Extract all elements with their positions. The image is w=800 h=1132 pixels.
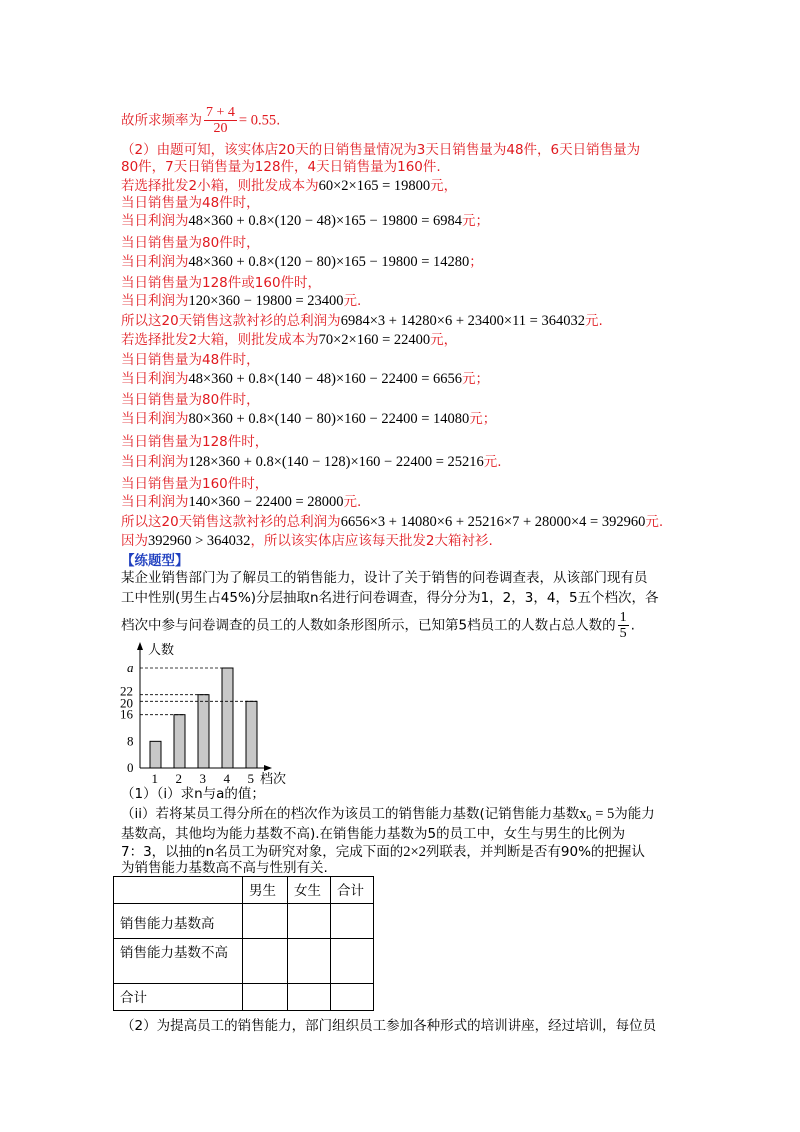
fraction: $\frac{7 + 4}{20}$ [206, 105, 235, 136]
solution-line-5: 当日销售量为48件时， [121, 195, 260, 211]
question-2-line-2: 基数高，其他均为能力基数不高).在销售能力基数为5的员工中，女生与男生的比例为 [121, 826, 626, 842]
x-axis-label: 档次 [260, 772, 287, 787]
solution-line-18: 当日利润为128×360 + 0.8×(140 − 128)×160 − 22400 = 25216元. [121, 454, 502, 470]
x-tick-label: 3 [199, 771, 206, 786]
solution-line-16: 当日利润为80×360 + 0.8×(140 − 80)×160 − 22400 = 14080元； [121, 411, 497, 427]
solution-line-22: 因为392960 > 364032，所以该实体店应该每天批发2大箱衬衫. [121, 533, 493, 549]
math: = 0.55 [238, 112, 277, 129]
x-tick-label: 5 [247, 771, 254, 786]
y-tick-label: 16 [120, 706, 133, 722]
table-row: 合计 [114, 984, 374, 1011]
solution-line-19: 当日销售量为160件时， [121, 476, 269, 492]
solution-line-10: 当日利润为120×360 − 19800 = 23400元. [121, 293, 362, 309]
solution-line-21: 所以这20天销售这款衬衫的总利润为6656×3 + 14080×6 + 25216×7 + 28000×4 = 392960元. [121, 514, 664, 530]
x-axis-arrow [264, 765, 272, 771]
question-3: （2）为提高员工的销售能力，部门组织员工参加各种形式的培训讲座，经过培训，每位员 [121, 1018, 657, 1034]
solution-line-7: 当日销售量为80件时， [121, 235, 260, 251]
table-row: 销售能力基数不高 [114, 939, 374, 984]
bar-chart [118, 638, 298, 788]
solution-line-12: 若选择批发2大箱，则批发成本为70×2×160 = 22400元， [121, 332, 458, 348]
bar-4 [222, 668, 233, 768]
solution-line-17: 当日销售量为128件时， [121, 434, 269, 450]
table-row: 销售能力基数高 [114, 904, 374, 939]
x-tick-label: 4 [223, 771, 230, 786]
x-tick-label: 2 [175, 771, 182, 786]
solution-line-20: 当日利润为140×360 − 22400 = 28000元. [121, 494, 362, 510]
y-tick-label: 8 [127, 733, 134, 749]
solution-line-1: 故所求频率为 $\frac{7 + 4}{20}$ = 0.55. [121, 105, 281, 136]
solution-line-3: 80件，7天日销售量为128件，4天日销售量为160件. [121, 159, 441, 175]
solution-line-11: 所以这20天销售这款衬衫的总利润为6984×3 + 14280×6 + 23400×11 = 364032元. [121, 313, 603, 329]
contingency-table [113, 876, 374, 1011]
problem-line-2: 工中性别(男生占45%)分层抽取n名进行问卷调查，得分分为1，2，3，4，5五个档次，各 [121, 590, 659, 606]
y-tick-label: 22 [120, 683, 133, 699]
y-tick-label: 20 [120, 695, 133, 711]
bar-2 [174, 715, 185, 768]
y-axis-label: 人数 [148, 643, 175, 658]
solution-line-14: 当日利润为48×360 + 0.8×(140 − 48)×160 − 22400 = 6656元； [121, 371, 490, 387]
question-1: （1）（i）求n与a的值； [121, 786, 265, 802]
section-heading: 【练题型】 [121, 553, 189, 569]
fraction: $\frac{1}{5}$ [619, 610, 627, 641]
bar-3 [198, 695, 209, 768]
y-tick-label: 0 [127, 760, 134, 775]
solution-line-2: （2）由题可知，该实体店20天的日销售量情况为3天日销售量为48件，6天日销售量为 [121, 142, 641, 158]
question-2-line-1: （ii）若将某员工得分所在的档次作为该员工的销售能力基数(记销售能力基数x₀ = 5为能力 [121, 806, 655, 822]
y-axis-arrow [137, 642, 143, 650]
problem-line-3: 档次中参与问卷调查的员工的人数如条形图所示，已知第5档员工的人数占总人数的 $\frac{1}{5}$ . [121, 610, 635, 641]
solution-line-8: 当日利润为48×360 + 0.8×(120 − 80)×165 − 19800 = 14280； [121, 254, 483, 270]
solution-line-15: 当日销售量为80件时， [121, 392, 260, 408]
question-2-line-3: 7：3，以抽的n名员工为研究对象，完成下面的2×2列联表，并判断是否有90%的把握认 [121, 844, 645, 860]
y-tick-label: a [127, 660, 134, 675]
solution-line-4: 若选择批发2小箱，则批发成本为60×2×165 = 19800元， [121, 178, 458, 194]
solution-line-6: 当日利润为48×360 + 0.8×(120 − 48)×165 − 19800 = 6984元； [121, 213, 490, 229]
solution-line-9: 当日销售量为128件或160件时， [121, 275, 322, 291]
table-header-row: 男生 女生 合计 [114, 877, 374, 904]
solution-line-13: 当日销售量为48件时， [121, 352, 260, 368]
problem-line-1: 某企业销售部门为了解员工的销售能力，设计了关于销售的问卷调查表，从该部门现有员 [121, 570, 648, 586]
bar-1 [150, 741, 161, 768]
x-tick-label: 1 [151, 771, 158, 786]
text: 故所求频率为 [121, 112, 202, 129]
bar-5 [246, 701, 257, 768]
question-2-line-4: 为销售能力基数高不高与性别有关. [121, 860, 328, 876]
